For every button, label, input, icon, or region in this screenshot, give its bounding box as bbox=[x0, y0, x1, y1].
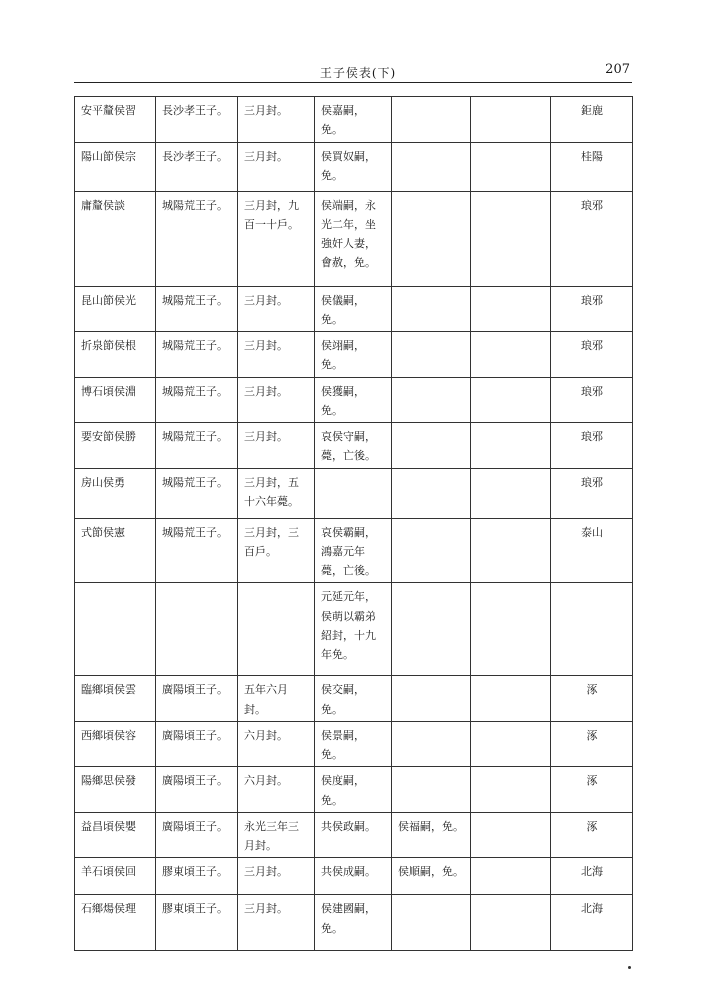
cell-name: 益昌頃侯嬰 bbox=[75, 812, 156, 858]
table-row bbox=[75, 377, 633, 423]
cell-heir1 bbox=[315, 468, 392, 518]
table-row bbox=[75, 858, 633, 895]
cell-heir1: 侯建國嗣，免。 bbox=[315, 895, 392, 951]
cell-place: 北海 bbox=[551, 858, 633, 895]
cell-heir2 bbox=[392, 286, 471, 332]
table-row bbox=[75, 676, 633, 722]
cell-place: 涿 bbox=[551, 812, 633, 858]
cell-heir1: 侯交嗣，免。 bbox=[315, 676, 392, 722]
cell-heir1: 哀侯守嗣，薨，亡後。 bbox=[315, 423, 392, 469]
cell-origin: 廣陽頃王子。 bbox=[156, 676, 238, 722]
cell-enfeoffment: 六月封。 bbox=[238, 721, 315, 767]
cell-name: 折泉節侯根 bbox=[75, 332, 156, 378]
cell-place: 涿 bbox=[551, 721, 633, 767]
cell-heir3 bbox=[471, 191, 551, 286]
cell-name: 房山侯勇 bbox=[75, 468, 156, 518]
cell-name: 博石頃侯淵 bbox=[75, 377, 156, 423]
cell-enfeoffment: 六月封。 bbox=[238, 767, 315, 813]
cell-heir3 bbox=[471, 142, 551, 191]
cell-name: 石鄉煬侯理 bbox=[75, 895, 156, 951]
cell-heir1: 侯買奴嗣，免。 bbox=[315, 142, 392, 191]
cell-origin: 廣陽頃王子。 bbox=[156, 812, 238, 858]
cell-name: 庸釐侯談 bbox=[75, 191, 156, 286]
cell-heir2 bbox=[392, 518, 471, 583]
cell-heir1: 共侯成嗣。 bbox=[315, 858, 392, 895]
cell-heir3 bbox=[471, 423, 551, 469]
running-header-title: 王子侯表(下) bbox=[319, 66, 397, 80]
cell-origin: 廣陽頃王子。 bbox=[156, 721, 238, 767]
cell-place: 涿 bbox=[551, 767, 633, 813]
cell-origin: 城陽荒王子。 bbox=[156, 518, 238, 583]
cell-enfeoffment bbox=[238, 583, 315, 676]
cell-enfeoffment: 三月封。 bbox=[238, 895, 315, 951]
cell-name bbox=[75, 583, 156, 676]
cell-heir1: 侯翊嗣，免。 bbox=[315, 332, 392, 378]
cell-heir3 bbox=[471, 286, 551, 332]
cell-origin: 膠東頃王子。 bbox=[156, 858, 238, 895]
table-row bbox=[75, 468, 633, 518]
cell-heir2 bbox=[392, 97, 471, 143]
cell-enfeoffment: 三月封。 bbox=[238, 332, 315, 378]
cell-place bbox=[551, 583, 633, 676]
cell-enfeoffment: 三月封。 bbox=[238, 97, 315, 143]
cell-heir1: 侯端嗣，永光二年，坐強奸人妻，會赦，免。 bbox=[315, 191, 392, 286]
cell-heir3 bbox=[471, 721, 551, 767]
cell-heir3 bbox=[471, 332, 551, 378]
cell-origin: 城陽荒王子。 bbox=[156, 286, 238, 332]
table-body bbox=[75, 97, 633, 951]
page-dot bbox=[628, 966, 631, 969]
cell-heir3 bbox=[471, 676, 551, 722]
cell-name: 式節侯憲 bbox=[75, 518, 156, 583]
cell-enfeoffment: 永光三年三月封。 bbox=[238, 812, 315, 858]
cell-heir2 bbox=[392, 191, 471, 286]
cell-heir2 bbox=[392, 142, 471, 191]
cell-name: 臨鄉頃侯雲 bbox=[75, 676, 156, 722]
cell-origin bbox=[156, 583, 238, 676]
cell-enfeoffment: 三月封。 bbox=[238, 142, 315, 191]
cell-heir1: 侯嘉嗣，免。 bbox=[315, 97, 392, 143]
cell-origin: 城陽荒王子。 bbox=[156, 332, 238, 378]
cell-heir1: 侯度嗣，免。 bbox=[315, 767, 392, 813]
cell-name: 羊石頃侯回 bbox=[75, 858, 156, 895]
table-row bbox=[75, 518, 633, 583]
cell-heir2 bbox=[392, 583, 471, 676]
table-row bbox=[75, 286, 633, 332]
cell-enfeoffment: 三月封。 bbox=[238, 377, 315, 423]
table-row bbox=[75, 332, 633, 378]
page-number: 207 bbox=[605, 62, 630, 77]
cell-heir2 bbox=[392, 377, 471, 423]
cell-enfeoffment: 五年六月封。 bbox=[238, 676, 315, 722]
table-row bbox=[75, 895, 633, 951]
cell-name: 昆山節侯光 bbox=[75, 286, 156, 332]
cell-heir2 bbox=[392, 468, 471, 518]
cell-enfeoffment: 三月封。 bbox=[238, 286, 315, 332]
cell-heir3 bbox=[471, 97, 551, 143]
cell-heir3 bbox=[471, 377, 551, 423]
cell-heir2: 侯順嗣，免。 bbox=[392, 858, 471, 895]
table-row bbox=[75, 721, 633, 767]
cell-place: 琅邪 bbox=[551, 286, 633, 332]
cell-name: 陽山節侯宗 bbox=[75, 142, 156, 191]
cell-heir2: 侯福嗣，免。 bbox=[392, 812, 471, 858]
cell-name: 要安節侯勝 bbox=[75, 423, 156, 469]
cell-name: 陽鄉思侯發 bbox=[75, 767, 156, 813]
cell-enfeoffment: 三月封，九百一十戶。 bbox=[238, 191, 315, 286]
cell-heir1: 元延元年，侯萌以霸弟紹封，十九年免。 bbox=[315, 583, 392, 676]
cell-origin: 長沙孝王子。 bbox=[156, 97, 238, 143]
cell-origin: 廣陽頃王子。 bbox=[156, 767, 238, 813]
cell-place: 泰山 bbox=[551, 518, 633, 583]
cell-heir3 bbox=[471, 895, 551, 951]
cell-place: 涿 bbox=[551, 676, 633, 722]
table-row bbox=[75, 812, 633, 858]
cell-heir2 bbox=[392, 767, 471, 813]
cell-place: 琅邪 bbox=[551, 423, 633, 469]
cell-name: 西鄉頃侯容 bbox=[75, 721, 156, 767]
cell-heir1: 侯獲嗣，免。 bbox=[315, 377, 392, 423]
cell-enfeoffment: 三月封，三百戶。 bbox=[238, 518, 315, 583]
cell-heir2 bbox=[392, 676, 471, 722]
cell-place: 琅邪 bbox=[551, 332, 633, 378]
cell-place: 琅邪 bbox=[551, 377, 633, 423]
cell-heir3 bbox=[471, 767, 551, 813]
table-row bbox=[75, 97, 633, 143]
cell-place: 北海 bbox=[551, 895, 633, 951]
cell-enfeoffment: 三月封。 bbox=[238, 858, 315, 895]
table-row bbox=[75, 767, 633, 813]
table-row bbox=[75, 423, 633, 469]
table-row bbox=[75, 142, 633, 191]
table-row bbox=[75, 583, 633, 676]
cell-heir3 bbox=[471, 858, 551, 895]
cell-heir2 bbox=[392, 423, 471, 469]
cell-heir2 bbox=[392, 895, 471, 951]
marquis-table bbox=[74, 96, 633, 951]
cell-place: 琅邪 bbox=[551, 191, 633, 286]
cell-heir3 bbox=[471, 468, 551, 518]
cell-heir3 bbox=[471, 583, 551, 676]
cell-heir1: 哀侯霸嗣，鴻嘉元年薨，亡後。 bbox=[315, 518, 392, 583]
cell-place: 琅邪 bbox=[551, 468, 633, 518]
cell-origin: 城陽荒王子。 bbox=[156, 191, 238, 286]
cell-heir3 bbox=[471, 518, 551, 583]
cell-place: 鉅鹿 bbox=[551, 97, 633, 143]
cell-origin: 城陽荒王子。 bbox=[156, 423, 238, 469]
cell-origin: 長沙孝王子。 bbox=[156, 142, 238, 191]
cell-heir2 bbox=[392, 332, 471, 378]
cell-origin: 城陽荒王子。 bbox=[156, 377, 238, 423]
cell-heir1: 侯儀嗣，免。 bbox=[315, 286, 392, 332]
cell-origin: 膠東頃王子。 bbox=[156, 895, 238, 951]
cell-heir1: 共侯政嗣。 bbox=[315, 812, 392, 858]
cell-heir2 bbox=[392, 721, 471, 767]
cell-heir1: 侯景嗣，免。 bbox=[315, 721, 392, 767]
table-row bbox=[75, 191, 633, 286]
header-rule bbox=[74, 82, 632, 83]
cell-enfeoffment: 三月封，五十六年薨。 bbox=[238, 468, 315, 518]
cell-name: 安平釐侯習 bbox=[75, 97, 156, 143]
cell-origin: 城陽荒王子。 bbox=[156, 468, 238, 518]
cell-place: 桂陽 bbox=[551, 142, 633, 191]
cell-enfeoffment: 三月封。 bbox=[238, 423, 315, 469]
cell-heir3 bbox=[471, 812, 551, 858]
